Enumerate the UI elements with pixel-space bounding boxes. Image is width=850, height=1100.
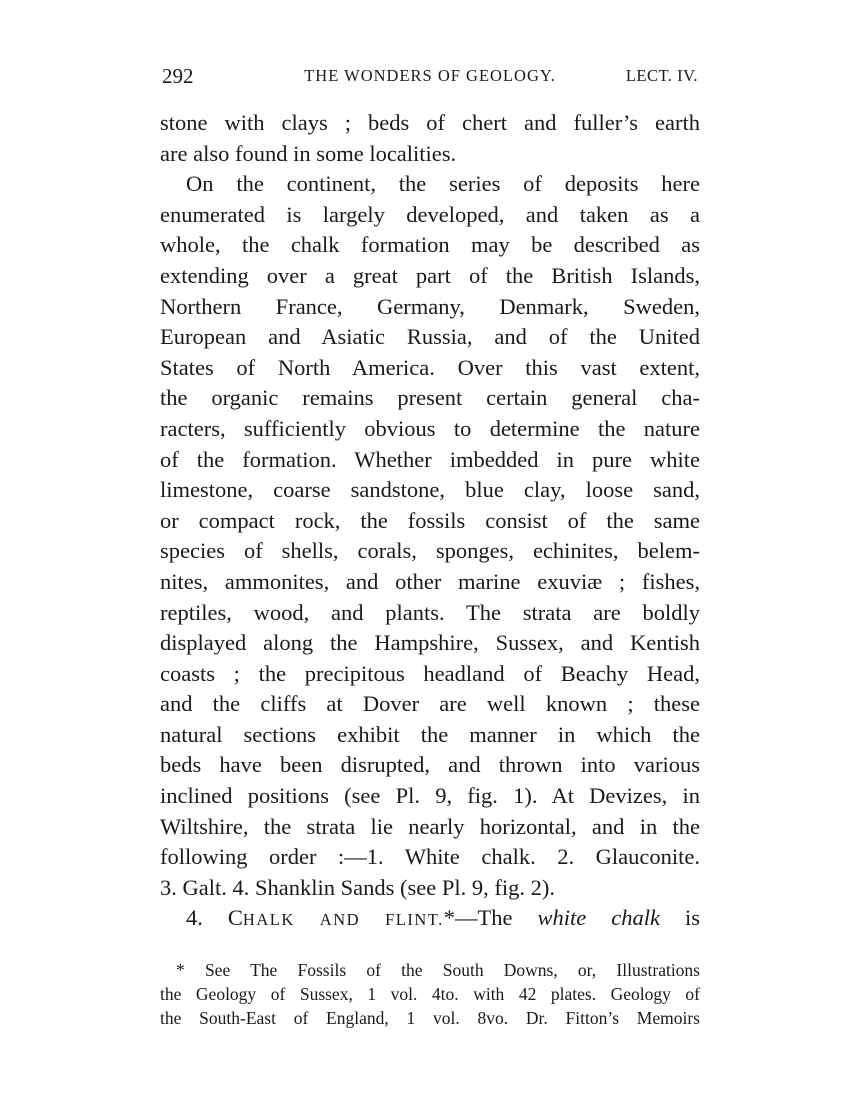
text-line: species of shells, corals, sponges, echinites, belem- — [160, 538, 700, 564]
text-line: or compact rock, the fossils consist of the same — [160, 507, 700, 533]
heading-flint: FLINT. — [385, 910, 444, 930]
footnotes — [160, 958, 700, 1030]
text-line: inclined positions (see Pl. 9, fig. 1). At Devizes, in — [160, 783, 700, 809]
text-line: natural sections exhibit the manner in which the — [160, 721, 700, 747]
footnote-marker: * — [443, 905, 455, 931]
running-head — [160, 60, 700, 94]
text-line: reptiles, wood, and plants. The strata are boldly — [160, 599, 700, 625]
text-line: European and Asiatic Russia, and of the United — [160, 324, 700, 350]
text-line: On the continent, the series of deposits here — [186, 171, 700, 197]
text-line: nites, ammonites, and other marine exuviæ ; fishes, — [160, 568, 700, 594]
footnote-line: * See The Fossils of the South Downs, or, Illustrations — [176, 960, 700, 981]
running-title: THE WONDERS OF GEOLOGY. — [304, 66, 556, 85]
text-line: and the cliffs at Dover are well known ; these — [160, 691, 700, 717]
heading-and: AND — [319, 910, 361, 930]
text-line: of the formation. Whether imbedded in pure white — [160, 446, 700, 472]
book-page — [160, 60, 700, 1030]
footnote-line: the Geology of Sussex, 1 vol. 4to. with 42 plates. Geology of — [160, 984, 700, 1005]
text-line: limestone, coarse sandstone, blue clay, loose sand, — [160, 477, 700, 503]
page-number: 292 — [162, 64, 194, 88]
text-line: States of North America. Over this vast extent, — [160, 354, 700, 380]
text-line: coasts ; the precipitous headland of Beachy Head, — [160, 660, 700, 686]
text-line: 3. Galt. 4. Shanklin Sands (see Pl. 9, fig. 2). — [160, 874, 555, 900]
text-line: Wiltshire, the strata lie nearly horizontal, and in the — [160, 813, 700, 839]
italic-term: white chalk — [537, 905, 660, 931]
heading-chalk-initial: C — [227, 905, 243, 931]
text-line: are also found in some localities. — [160, 140, 457, 166]
text-line: stone with clays ; beds of chert and fuller’s earth — [160, 110, 700, 135]
body-text — [160, 108, 700, 934]
text-line: racters, sufficiently obvious to determine the nature — [160, 415, 700, 441]
footnote-line: the South-East of England, 1 vol. 8vo. Dr. Fitton’s Memoirs — [160, 1008, 700, 1029]
text-line: the organic remains present certain general cha- — [160, 385, 700, 411]
heading-tail: is — [685, 905, 701, 931]
text-line: following order :—1. White chalk. 2. Glauconite. — [160, 844, 700, 870]
heading-chalk-rest: HALK — [242, 910, 295, 930]
text-line: Northern France, Germany, Denmark, Sweden, — [160, 293, 700, 319]
section-heading-line — [160, 903, 700, 934]
section-number: 4. — [186, 905, 203, 931]
lecture-label: LECT. IV. — [625, 66, 698, 85]
text-line: beds have been disrupted, and thrown into various — [160, 752, 700, 778]
text-line: enumerated is largely developed, and taken as a — [160, 201, 700, 227]
heading-dash-the: —The — [454, 905, 513, 931]
text-line: whole, the chalk formation may be described as — [160, 232, 700, 258]
text-line: extending over a great part of the British Islands, — [160, 262, 700, 288]
text-line: displayed along the Hampshire, Sussex, and Kentish — [160, 630, 700, 656]
